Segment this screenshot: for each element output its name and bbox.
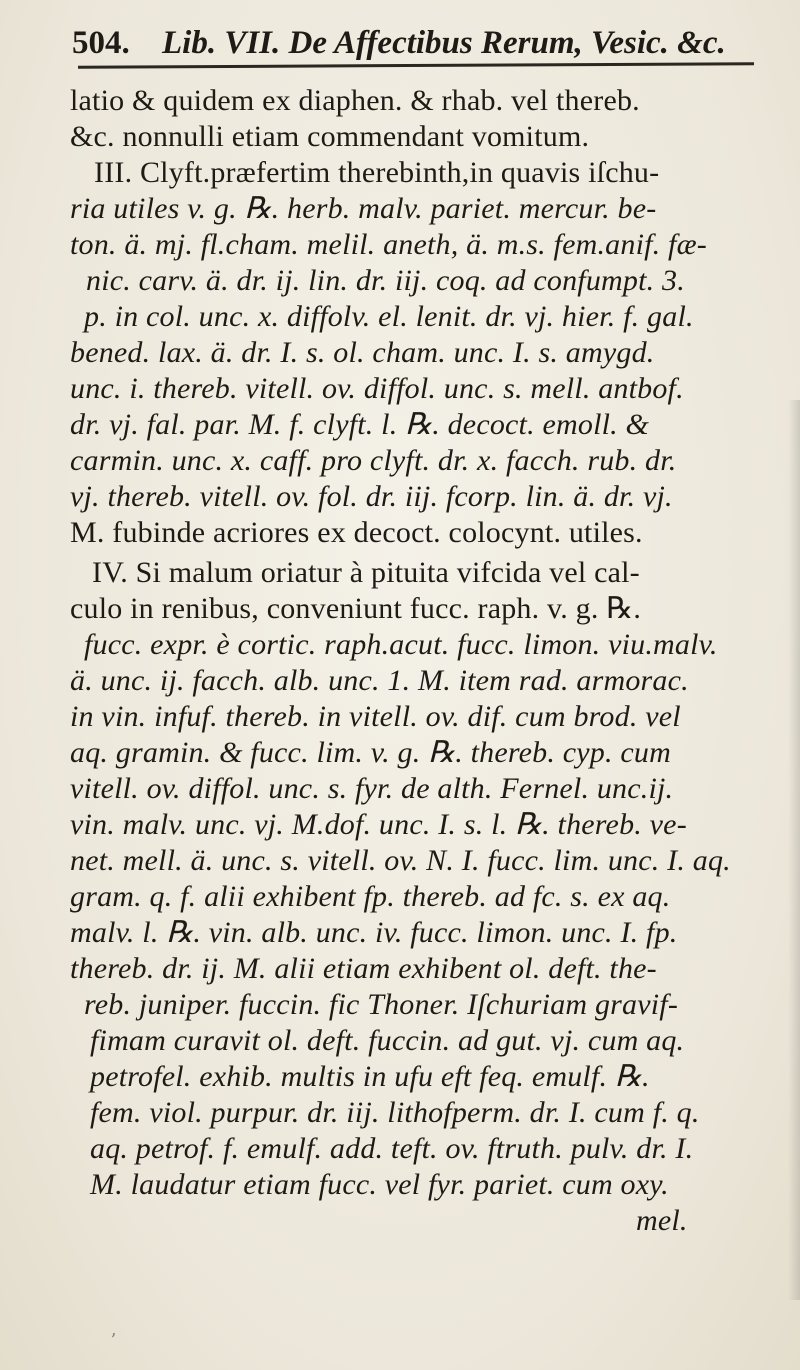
text-line: IV. Si malum oriatur à pituita vifcida vel cal- [92, 556, 640, 589]
text-line: III. Clyft.præfertim therebinth,in quavis iſchu- [94, 156, 660, 189]
text-line: latio & quidem ex diaphen. & rhab. vel thereb. [70, 84, 640, 117]
text-line: fucc. expr. è cortic. raph.acut. fucc. limon. viu.malv. [84, 628, 718, 661]
text-line: thereb. dr. ij. M. alii etiam exhibent ol. deft. the- [70, 952, 657, 985]
text-line: vitell. ov. diffol. unc. s. fyr. de alth. Fernel. unc.ij. [70, 772, 674, 805]
text-line: p. in col. unc. x. diffolv. el. lenit. dr. vj. hier. f. gal. [84, 300, 694, 333]
text-line: M. fubinde acriores ex decoct. colocynt. utiles. [70, 516, 643, 549]
text-line: ton. ä. mj. fl.cham. melil. aneth, ä. m.s. fem.anif. fæ- [70, 228, 707, 261]
text-line: unc. i. thereb. vitell. ov. diffol. unc. s. mell. antbof. [70, 372, 684, 405]
text-line: aq. petrof. f. emulf. add. teft. ov. ftruth. pulv. dr. I. [90, 1132, 694, 1165]
text-line: &c. nonnulli etiam commendant vomitum. [70, 120, 590, 153]
page-gutter-shadow [788, 400, 800, 1300]
text-line: gram. q. f. alii exhibent fp. thereb. ad fc. s. ex aq. [70, 880, 671, 913]
running-title: Lib. VII. De Affectibus Rerum, Vesic. &c. [162, 25, 726, 61]
text-line: fimam curavit ol. deft. fuccin. ad gut. vj. cum aq. [90, 1024, 685, 1057]
text-line: ä. unc. ij. facch. alb. unc. 1. M. item rad. armorac. [70, 664, 689, 697]
text-line: mel. [636, 1204, 688, 1237]
text-line: bened. lax. ä. dr. I. s. ol. cham. unc. I. s. amygd. [70, 336, 655, 369]
text-line: culo in renibus, conveniunt fucc. raph. v. g. ℞. [70, 592, 642, 625]
text-line: ria utiles v. g. ℞. herb. malv. pariet. mercur. be- [70, 192, 657, 225]
text-line: vin. malv. unc. vj. M.dof. unc. I. s. l. ℞. thereb. ve- [70, 808, 687, 841]
text-line: net. mell. ä. unc. s. vitell. ov. N. I. fucc. lim. unc. I. aq. [70, 844, 731, 877]
text-line: fem. viol. purpur. dr. iij. lithofperm. dr. I. cum f. q. [90, 1096, 700, 1129]
stray-mark: ʼ [110, 1330, 116, 1351]
text-line: M. laudatur etiam fucc. vel fyr. pariet. cum oxy. [90, 1168, 669, 1201]
text-line: aq. gramin. & fucc. lim. v. g. ℞. thereb. cyp. cum [70, 736, 671, 769]
page-number: 504. [72, 25, 130, 61]
text-line: reb. juniper. fuccin. fic Thoner. Iſchuriam gravif- [84, 988, 679, 1021]
text-line: nic. carv. ä. dr. ij. lin. dr. iij. coq. ad confumpt. 3. [86, 264, 685, 297]
text-line: carmin. unc. x. caff. pro clyft. dr. x. facch. rub. dr. [70, 444, 677, 477]
text-line: in vin. infuf. thereb. in vitell. ov. dif. cum brod. vel [70, 700, 681, 733]
text-line: dr. vj. fal. par. M. f. clyft. l. ℞. decoct. emoll. & [70, 408, 650, 441]
text-line: petrofel. exhib. multis in ufu eft feq. emulf. ℞. [90, 1060, 650, 1093]
text-line: vj. thereb. vitell. ov. fol. dr. iij. fcorp. lin. ä. dr. vj. [70, 480, 673, 513]
page-header [72, 22, 772, 64]
text-line: malv. l. ℞. vin. alb. unc. iv. fucc. limon. unc. I. fp. [70, 916, 678, 949]
